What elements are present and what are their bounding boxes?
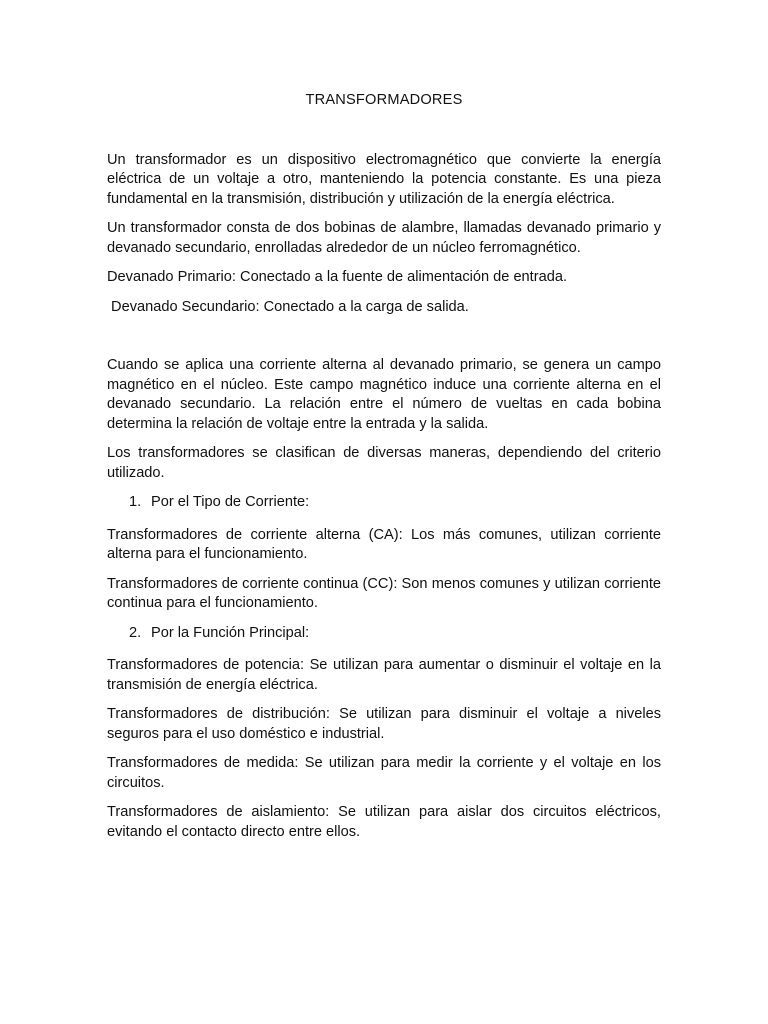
secondary-winding-text: Devanado Secundario: Conectado a la carga de salida.	[107, 298, 469, 315]
section-2-paragraph-1: Transformadores de potencia: Se utilizan para aumentar o disminuir el voltaje en la transmisión de energía eléctrica.	[107, 657, 661, 693]
section-2-number: 2.	[129, 624, 142, 641]
section-2-heading	[107, 624, 661, 644]
document-title: TRANSFORMADORES	[305, 92, 463, 108]
document-page	[107, 91, 661, 852]
section-1-paragraph-2: Transformadores de corriente continua (CC): Son menos comunes y utilizan corriente continua para el funcionamiento.	[107, 575, 661, 611]
classification-paragraph: Los transformadores se clasifican de diversas maneras, dependiendo del criterio utilizado.	[107, 445, 661, 481]
section-1-title: Por el Tipo de Corriente:	[151, 494, 310, 510]
intro-paragraph-2: Un transformador consta de dos bobinas de alambre, llamadas devanado primario y devanado secundario, enrolladas alrededor de un núcleo ferromagnético.	[107, 220, 661, 256]
section-2-paragraph-4: Transformadores de aislamiento: Se utilizan para aislar dos circuitos eléctricos, evitando el contacto directo entre ellos.	[107, 804, 661, 840]
section-2-paragraph-2: Transformadores de distribución: Se utilizan para disminuir el voltaje a niveles seguros para el uso doméstico e industrial.	[107, 706, 661, 742]
section-2-paragraph-3: Transformadores de medida: Se utilizan para medir la corriente y el voltaje en los circuitos.	[107, 755, 661, 791]
section-1-paragraph-1: Transformadores de corriente alterna (CA): Los más comunes, utilizan corriente alterna para el funcionamiento.	[107, 526, 661, 562]
intro-paragraph-1: Un transformador es un dispositivo electromagnético que convierte la energía eléctrica de un voltaje a otro, manteniendo la potencia constante. Es una pieza fundamental en la transmisión, distribución y utilización de la energía eléctrica.	[107, 151, 661, 207]
operation-paragraph: Cuando se aplica una corriente alterna al devanado primario, se genera un campo magnético en el núcleo. Este campo magnético induce una corriente alterna en el devanado secundario. La relación entre el número de vueltas en cada bobina determina la relación de voltaje entre la entrada y la salida.	[107, 357, 661, 432]
section-1-heading	[107, 493, 661, 513]
section-2-title: Por la Función Principal:	[151, 624, 310, 641]
section-1-number: 1.	[129, 494, 142, 510]
primary-winding-text: Devanado Primario: Conectado a la fuente de alimentación de entrada.	[107, 269, 567, 285]
